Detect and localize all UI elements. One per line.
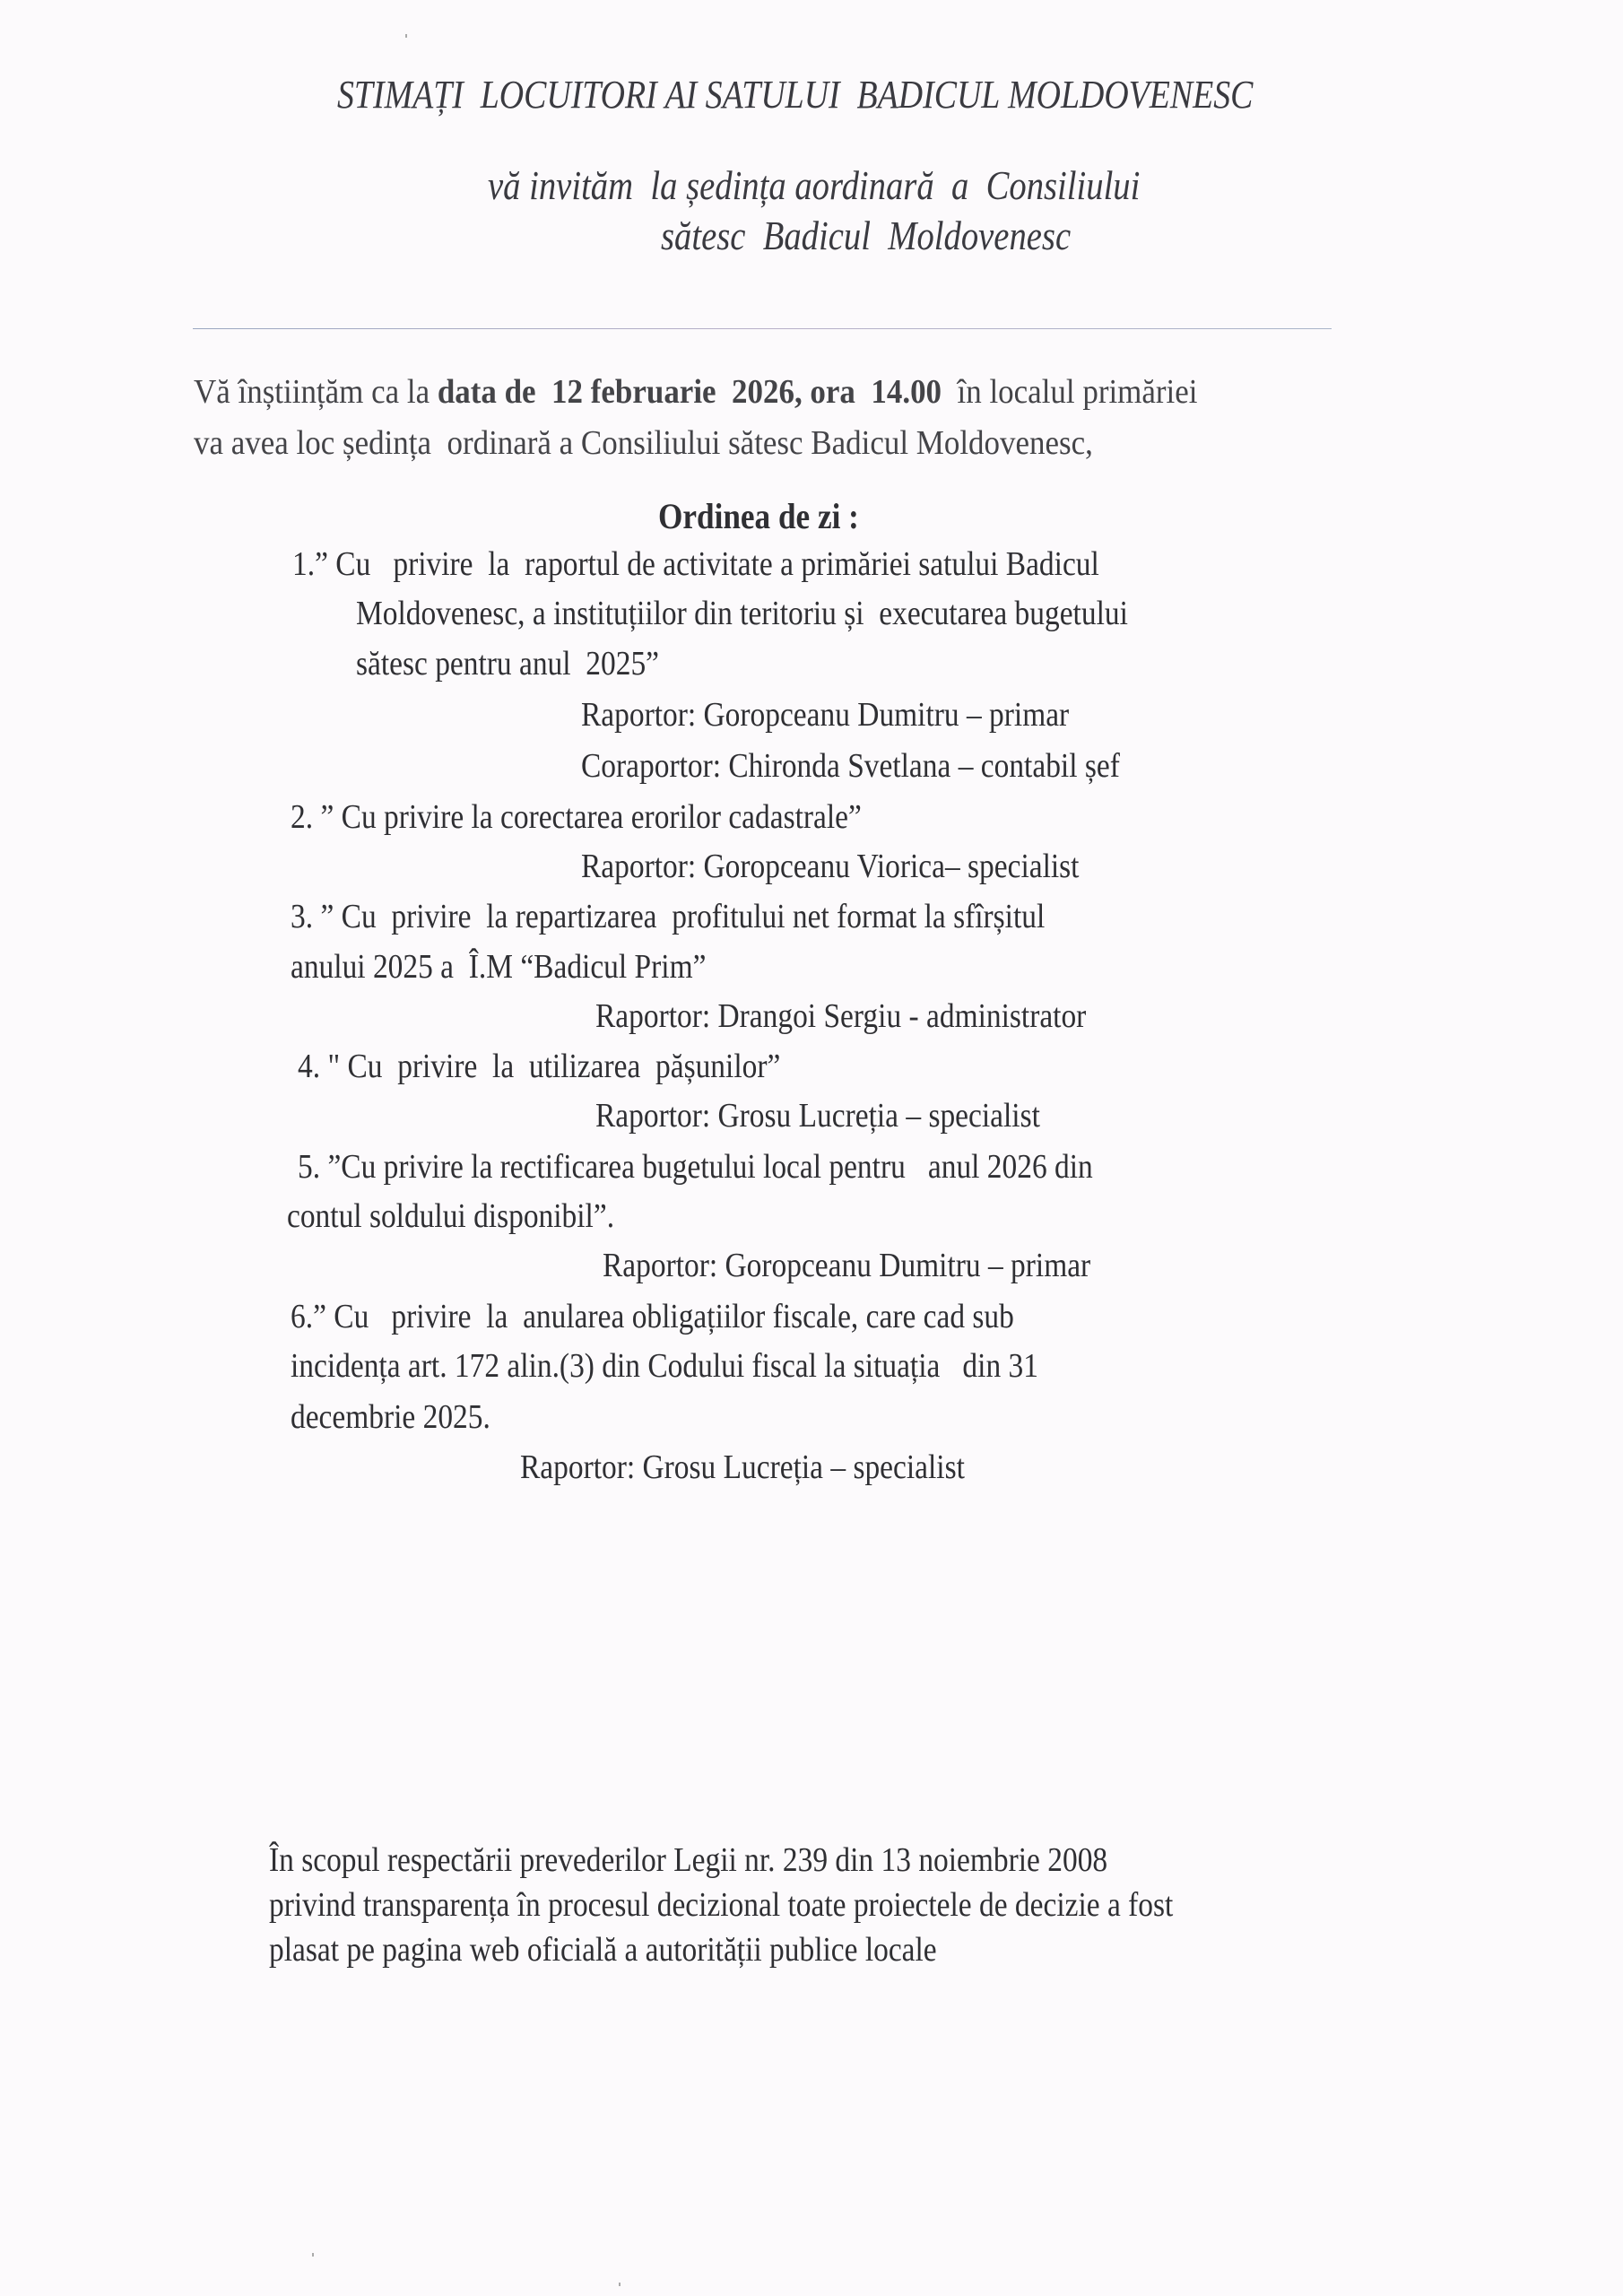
divider-rule [193, 328, 1332, 329]
reporter: Raportor: Grosu Lucreția – specialist [595, 1097, 1040, 1135]
notice-line-1 [194, 375, 1197, 409]
reporter: Raportor: Goropceanu Viorica– specialist [581, 848, 1080, 885]
agenda-item-text: sătesc pentru anul 2025” [356, 645, 660, 683]
notice-line-2: va avea loc ședința ordinară a Consiliului sătesc Badicul Moldovenesc, [194, 424, 1093, 462]
agenda-item-text: anului 2025 a Î.M “Badicul Prim” [291, 948, 707, 986]
agenda-item-text: incidența art. 172 alin.(3) din Codului fiscal la situația din 31 [291, 1347, 1038, 1385]
agenda-item-text: Moldovenesc, a instituțiilor din teritoriu și executarea bugetului [356, 595, 1128, 632]
scan-speck [619, 2283, 621, 2286]
invitation-line-2: sătesc Badicul Moldovenesc [661, 213, 1072, 258]
agenda-item-text: decembrie 2025. [291, 1398, 490, 1436]
agenda-item-text: 6.” Cu privire la anularea obligațiilor fiscale, care cad sub [291, 1298, 1014, 1335]
meeting-date-time: data de 12 februarie 2026, ora 14.00 [437, 373, 942, 411]
agenda-item-text: contul soldului disponibil”. [287, 1197, 615, 1235]
notice-prefix: Vă înștiințăm ca la [194, 373, 438, 411]
footer-line: În scopul respectării prevederilor Legii nr. 239 din 13 noiembrie 2008 [269, 1841, 1108, 1879]
scan-speck [312, 2253, 314, 2257]
page-title: STIMAȚI LOCUITORI AI SATULUI BADICUL MOLDOVENESC [337, 73, 1254, 117]
notice-suffix: în localul primăriei [942, 373, 1198, 411]
footer-line: privind transparența în procesul decizional toate proiectele de decizie a fost [269, 1886, 1174, 1924]
agenda-item-text: 5. ”Cu privire la rectificarea bugetului local pentru anul 2026 din [298, 1148, 1093, 1186]
reporter: Raportor: Goropceanu Dumitru – primar [603, 1247, 1091, 1284]
reporter: Raportor: Grosu Lucreția – specialist [520, 1448, 965, 1486]
co-reporter: Coraportor: Chironda Svetlana – contabil șef [581, 747, 1120, 785]
agenda-heading: Ordinea de zi : [658, 496, 859, 536]
reporter: Raportor: Goropceanu Dumitru – primar [581, 696, 1070, 734]
reporter: Raportor: Drangoi Sergiu - administrator [595, 997, 1087, 1035]
agenda-item-text: 1.” Cu privire la raportul de activitate a primăriei satului Badicul [292, 545, 1099, 583]
scan-speck [405, 34, 407, 38]
agenda-item-text: 3. ” Cu privire la repartizarea profitului net format la sfîrșitul [291, 898, 1046, 935]
agenda-item-text: 4. " Cu privire la utilizarea pășunilor” [298, 1048, 781, 1085]
agenda-item-text: 2. ” Cu privire la corectarea erorilor cadastrale” [291, 798, 862, 836]
footer-line: plasat pe pagina web oficială a autorității publice locale [269, 1931, 937, 1969]
invitation-line-1: vă invităm la ședința aordinară a Consiliului [488, 162, 1141, 208]
